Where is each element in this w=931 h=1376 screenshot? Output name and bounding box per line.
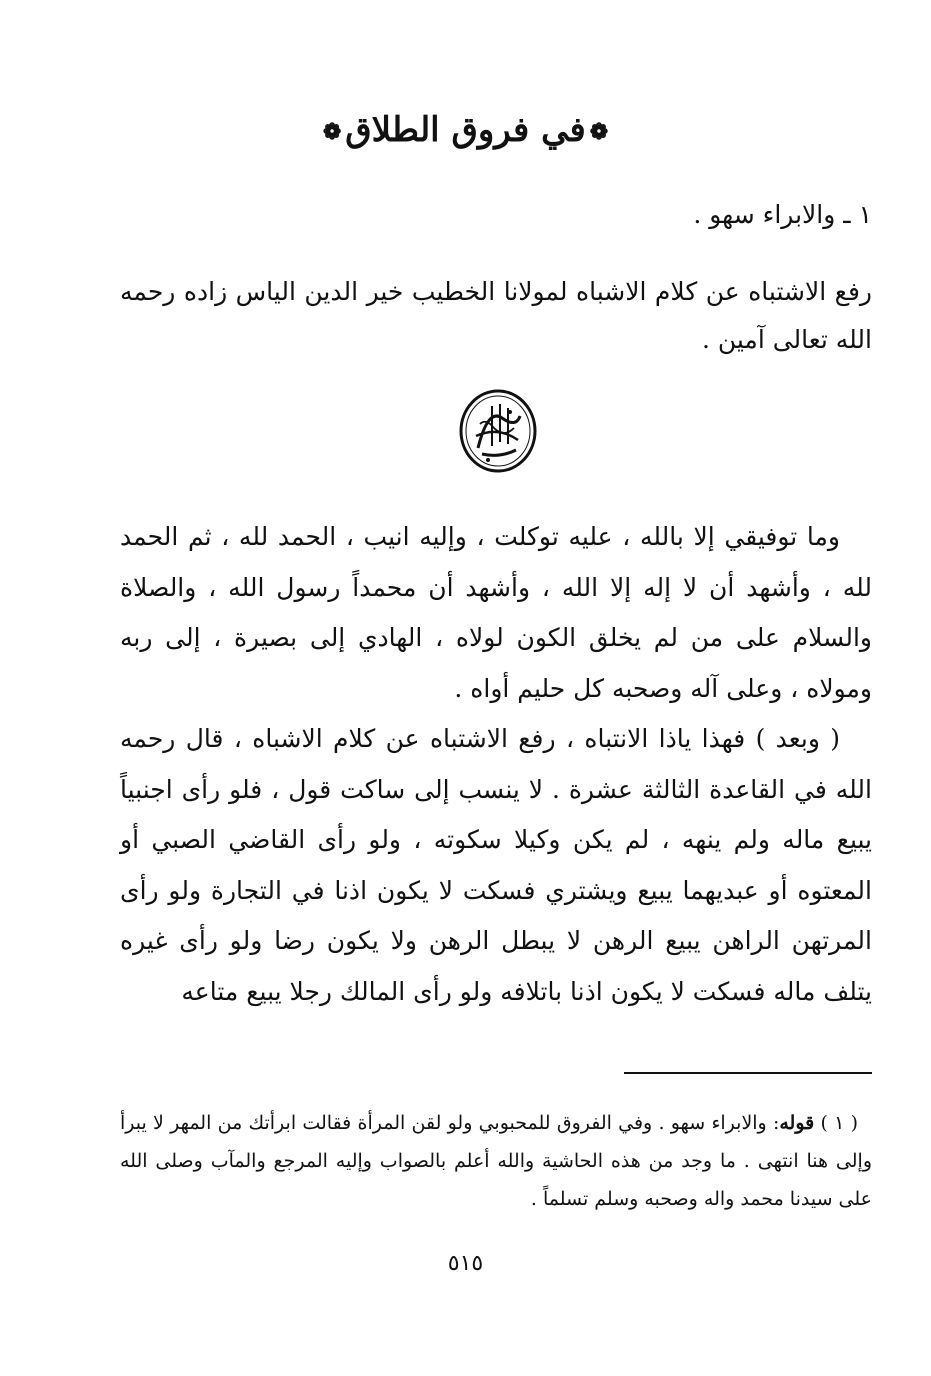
footnote-lead: قوله	[779, 1112, 815, 1134]
attribution-line: رفع الاشتباه عن كلام الاشباه لمولانا الخطيب خير الدين الياس زاده رحمه الله تعالى آمين .	[120, 277, 872, 354]
footnote-divider	[624, 1072, 872, 1074]
chapter-heading	[200, 100, 731, 160]
footnote-text: : والابراء سهو . وفي الفروق للمحبوبي ولو لقن المرأة فقالت ابرأتك من المهر لا يبرأ وإلى هنا انتهى . ما وجد من هذه الحاشية والله أعلم بالصواب وإليه المرجع والمآب وصلى الله على سيدنا محمد واله وصحبه وسلم تسلماً .	[120, 1112, 872, 1210]
opening-paragraph: وما توفيقي إلا بالله ، عليه توكلت ، وإليه انيب ، الحمد لله ، ثم الحمد لله ، وأشهد أن لا إله إلا الله ، وأشهد أن محمداً رسول الله ، والصلاة والسلام على من لم يخلق الكون لولاه ، الهادي إلى بصيرة ، إلى ربه ومولاه ، وعلى آله وصحبه كل حليم أواه .	[120, 522, 872, 703]
basmala-seal-icon	[458, 388, 538, 474]
ornament-left-icon: ❁	[322, 119, 342, 145]
entry-dash: ـ	[843, 200, 851, 229]
entry-text: والابراء سهو .	[693, 200, 836, 229]
second-paragraph: ( وبعد ) فهذا ياذا الانتباه ، رفع الاشتباه عن كلام الاشباه ، قال رحمه الله في القاعدة الثالثة عشرة . لا ينسب إلى ساكت قول ، فلو رأى اجنبياً يبيع ماله ولم ينهه ، لم يكن وكيلا سكوته ، ولو رأى القاضي الصبي أو المعتوه أو عبديهما يبيع ويشتري فسكت لا يكون اذنا في التجارة ولو رأى المرتهن الراهن يبيع الرهن لا يبطل الرهن ولا يكون رضا ولو رأى غيره يتلف ماله فسكت لا يكون اذنا باتلافه ولو رأى المالك رجلا يبيع متاعه	[120, 724, 872, 1006]
main-text	[120, 512, 872, 1017]
page-number: ٥١٥	[447, 1251, 484, 1276]
footnote	[120, 1104, 872, 1218]
numbered-entry	[120, 192, 872, 238]
ornament-right-icon: ❁	[589, 119, 609, 145]
chapter-title: في فروق الطلاق	[345, 110, 586, 150]
footnote-marker: ( ١ )	[820, 1112, 859, 1134]
entry-number: ١	[858, 200, 872, 229]
